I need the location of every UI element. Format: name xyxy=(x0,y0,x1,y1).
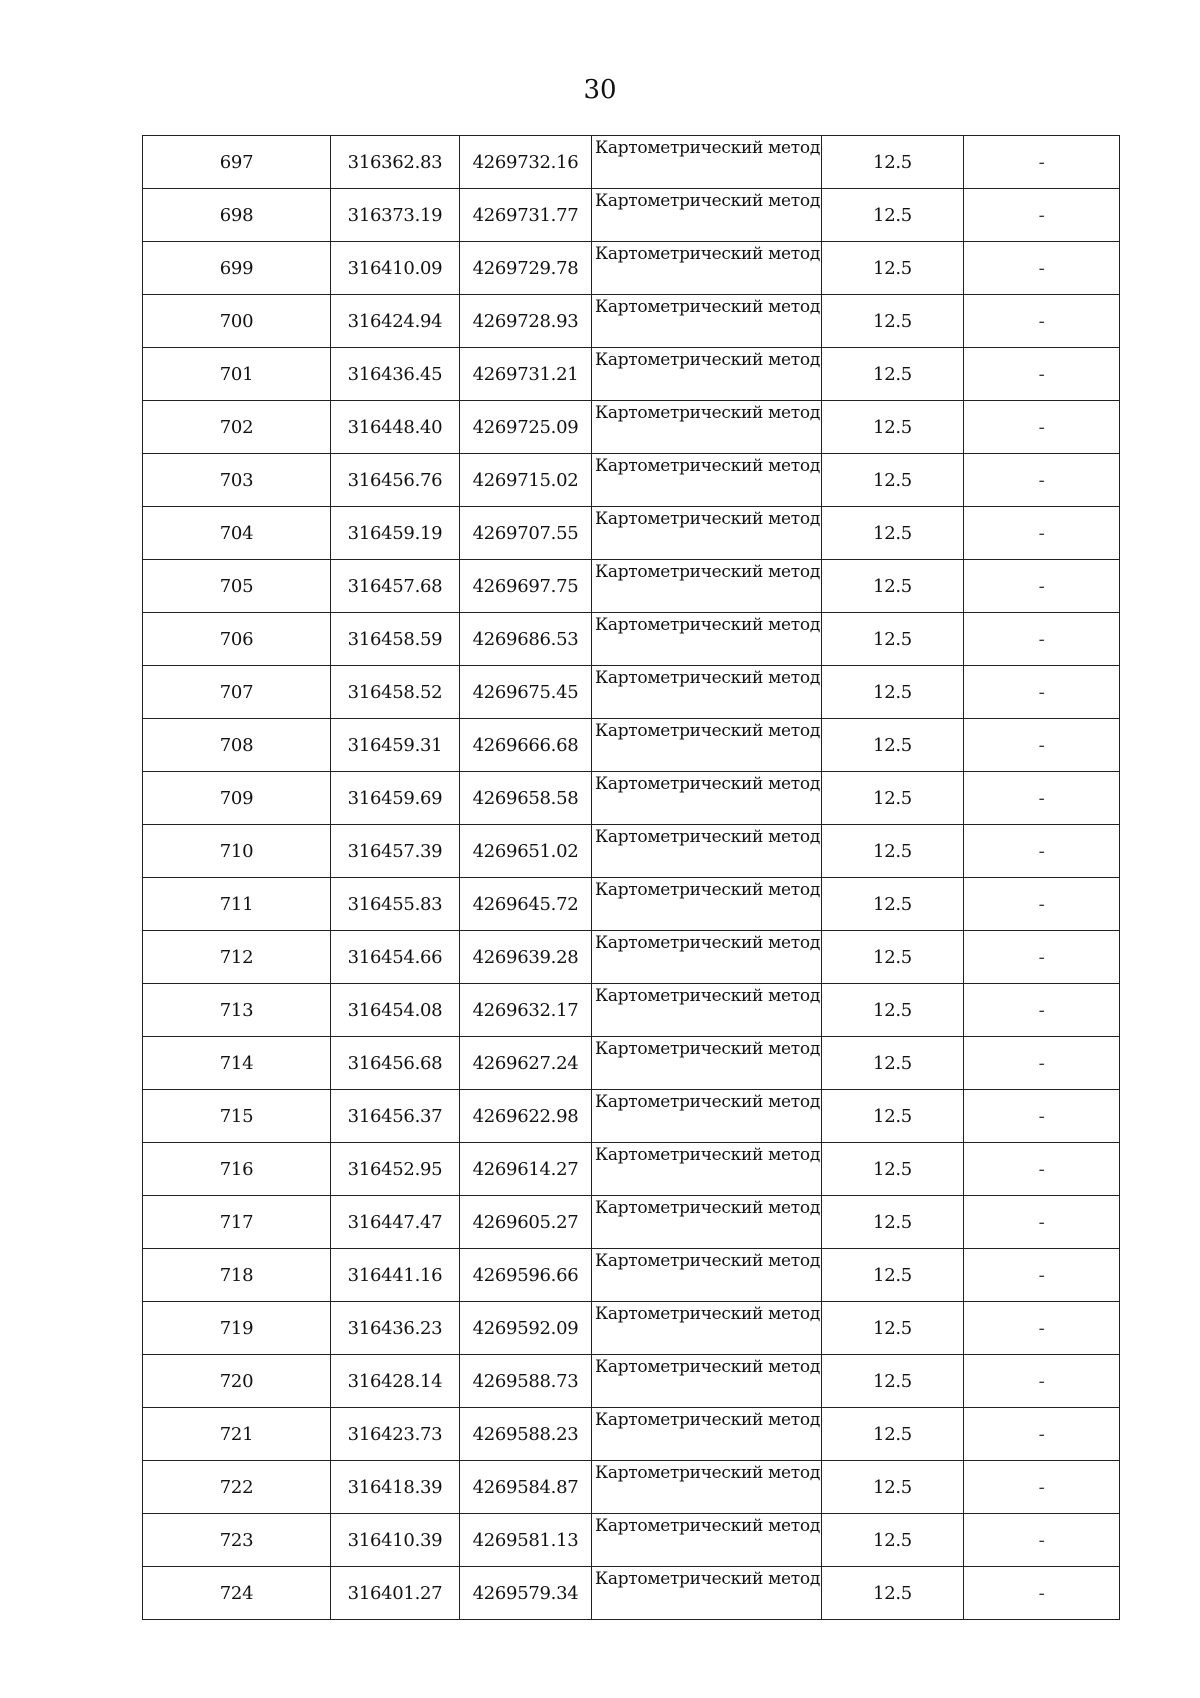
x-coordinate-cell: 316448.40 xyxy=(331,401,460,454)
y-coordinate-cell: 4269732.16 xyxy=(460,136,592,189)
accuracy-cell: 12.5 xyxy=(822,136,964,189)
note-cell: - xyxy=(964,560,1120,613)
point-number-cell: 700 xyxy=(143,295,331,348)
page-number: 30 xyxy=(583,75,617,105)
x-coordinate-cell: 316447.47 xyxy=(331,1196,460,1249)
x-coordinate-cell: 316373.19 xyxy=(331,189,460,242)
note-cell: - xyxy=(964,772,1120,825)
point-number-cell: 712 xyxy=(143,931,331,984)
table-row xyxy=(143,1408,1120,1461)
note-cell: - xyxy=(964,825,1120,878)
accuracy-cell: 12.5 xyxy=(822,1514,964,1567)
y-coordinate-cell: 4269731.77 xyxy=(460,189,592,242)
table-row xyxy=(143,507,1120,560)
note-cell: - xyxy=(964,613,1120,666)
y-coordinate-cell: 4269605.27 xyxy=(460,1196,592,1249)
note-cell: - xyxy=(964,1514,1120,1567)
x-coordinate-cell: 316428.14 xyxy=(331,1355,460,1408)
point-number-cell: 724 xyxy=(143,1567,331,1620)
note-cell: - xyxy=(964,878,1120,931)
note-cell: - xyxy=(964,136,1120,189)
y-coordinate-cell: 4269622.98 xyxy=(460,1090,592,1143)
note-cell: - xyxy=(964,348,1120,401)
x-coordinate-cell: 316456.68 xyxy=(331,1037,460,1090)
method-cell: Картометрический метод xyxy=(592,560,822,613)
point-number-cell: 703 xyxy=(143,454,331,507)
x-coordinate-cell: 316436.45 xyxy=(331,348,460,401)
accuracy-cell: 12.5 xyxy=(822,1567,964,1620)
accuracy-cell: 12.5 xyxy=(822,1037,964,1090)
y-coordinate-cell: 4269581.13 xyxy=(460,1514,592,1567)
note-cell: - xyxy=(964,401,1120,454)
accuracy-cell: 12.5 xyxy=(822,878,964,931)
x-coordinate-cell: 316452.95 xyxy=(331,1143,460,1196)
method-cell: Картометрический метод xyxy=(592,613,822,666)
note-cell: - xyxy=(964,1461,1120,1514)
note-cell: - xyxy=(964,719,1120,772)
y-coordinate-cell: 4269686.53 xyxy=(460,613,592,666)
table-row xyxy=(143,454,1120,507)
table-row xyxy=(143,666,1120,719)
accuracy-cell: 12.5 xyxy=(822,1090,964,1143)
y-coordinate-cell: 4269588.73 xyxy=(460,1355,592,1408)
x-coordinate-cell: 316458.52 xyxy=(331,666,460,719)
table-row xyxy=(143,1514,1120,1567)
accuracy-cell: 12.5 xyxy=(822,1355,964,1408)
x-coordinate-cell: 316457.68 xyxy=(331,560,460,613)
x-coordinate-cell: 316459.31 xyxy=(331,719,460,772)
note-cell: - xyxy=(964,1302,1120,1355)
method-cell: Картометрический метод xyxy=(592,878,822,931)
table-row xyxy=(143,825,1120,878)
accuracy-cell: 12.5 xyxy=(822,1302,964,1355)
y-coordinate-cell: 4269651.02 xyxy=(460,825,592,878)
method-cell: Картометрический метод xyxy=(592,1302,822,1355)
note-cell: - xyxy=(964,295,1120,348)
method-cell: Картометрический метод xyxy=(592,772,822,825)
table-row xyxy=(143,1143,1120,1196)
note-cell: - xyxy=(964,242,1120,295)
accuracy-cell: 12.5 xyxy=(822,1196,964,1249)
table-row xyxy=(143,613,1120,666)
x-coordinate-cell: 316436.23 xyxy=(331,1302,460,1355)
y-coordinate-cell: 4269715.02 xyxy=(460,454,592,507)
table-row xyxy=(143,931,1120,984)
point-number-cell: 697 xyxy=(143,136,331,189)
note-cell: - xyxy=(964,1196,1120,1249)
method-cell: Картометрический метод xyxy=(592,1355,822,1408)
x-coordinate-cell: 316459.69 xyxy=(331,772,460,825)
method-cell: Картометрический метод xyxy=(592,1143,822,1196)
accuracy-cell: 12.5 xyxy=(822,1249,964,1302)
accuracy-cell: 12.5 xyxy=(822,719,964,772)
accuracy-cell: 12.5 xyxy=(822,560,964,613)
method-cell: Картометрический метод xyxy=(592,931,822,984)
method-cell: Картометрический метод xyxy=(592,242,822,295)
accuracy-cell: 12.5 xyxy=(822,1143,964,1196)
accuracy-cell: 12.5 xyxy=(822,189,964,242)
table-row xyxy=(143,719,1120,772)
x-coordinate-cell: 316456.76 xyxy=(331,454,460,507)
x-coordinate-cell: 316458.59 xyxy=(331,613,460,666)
accuracy-cell: 12.5 xyxy=(822,772,964,825)
x-coordinate-cell: 316410.39 xyxy=(331,1514,460,1567)
table-row xyxy=(143,401,1120,454)
x-coordinate-cell: 316401.27 xyxy=(331,1567,460,1620)
accuracy-cell: 12.5 xyxy=(822,984,964,1037)
y-coordinate-cell: 4269584.87 xyxy=(460,1461,592,1514)
x-coordinate-cell: 316456.37 xyxy=(331,1090,460,1143)
method-cell: Картометрический метод xyxy=(592,1408,822,1461)
table-row xyxy=(143,1567,1120,1620)
y-coordinate-cell: 4269627.24 xyxy=(460,1037,592,1090)
method-cell: Картометрический метод xyxy=(592,825,822,878)
point-number-cell: 714 xyxy=(143,1037,331,1090)
note-cell: - xyxy=(964,1355,1120,1408)
y-coordinate-cell: 4269697.75 xyxy=(460,560,592,613)
point-number-cell: 721 xyxy=(143,1408,331,1461)
point-number-cell: 698 xyxy=(143,189,331,242)
y-coordinate-cell: 4269707.55 xyxy=(460,507,592,560)
table-row xyxy=(143,242,1120,295)
point-number-cell: 704 xyxy=(143,507,331,560)
point-number-cell: 723 xyxy=(143,1514,331,1567)
method-cell: Картометрический метод xyxy=(592,189,822,242)
table-row xyxy=(143,1090,1120,1143)
note-cell: - xyxy=(964,1090,1120,1143)
accuracy-cell: 12.5 xyxy=(822,666,964,719)
y-coordinate-cell: 4269675.45 xyxy=(460,666,592,719)
point-number-cell: 710 xyxy=(143,825,331,878)
table-row xyxy=(143,189,1120,242)
note-cell: - xyxy=(964,1567,1120,1620)
accuracy-cell: 12.5 xyxy=(822,1461,964,1514)
point-number-cell: 716 xyxy=(143,1143,331,1196)
point-number-cell: 709 xyxy=(143,772,331,825)
method-cell: Картометрический метод xyxy=(592,1461,822,1514)
x-coordinate-cell: 316455.83 xyxy=(331,878,460,931)
point-number-cell: 701 xyxy=(143,348,331,401)
coordinates-table xyxy=(142,135,1120,1620)
y-coordinate-cell: 4269666.68 xyxy=(460,719,592,772)
accuracy-cell: 12.5 xyxy=(822,242,964,295)
y-coordinate-cell: 4269632.17 xyxy=(460,984,592,1037)
note-cell: - xyxy=(964,1037,1120,1090)
x-coordinate-cell: 316459.19 xyxy=(331,507,460,560)
method-cell: Картометрический метод xyxy=(592,401,822,454)
method-cell: Картометрический метод xyxy=(592,984,822,1037)
accuracy-cell: 12.5 xyxy=(822,825,964,878)
note-cell: - xyxy=(964,1143,1120,1196)
note-cell: - xyxy=(964,984,1120,1037)
point-number-cell: 713 xyxy=(143,984,331,1037)
note-cell: - xyxy=(964,931,1120,984)
point-number-cell: 720 xyxy=(143,1355,331,1408)
method-cell: Картометрический метод xyxy=(592,1567,822,1620)
y-coordinate-cell: 4269645.72 xyxy=(460,878,592,931)
x-coordinate-cell: 316441.16 xyxy=(331,1249,460,1302)
y-coordinate-cell: 4269639.28 xyxy=(460,931,592,984)
method-cell: Картометрический метод xyxy=(592,1090,822,1143)
point-number-cell: 719 xyxy=(143,1302,331,1355)
table-row xyxy=(143,136,1120,189)
table-row xyxy=(143,772,1120,825)
table-row xyxy=(143,1461,1120,1514)
point-number-cell: 718 xyxy=(143,1249,331,1302)
y-coordinate-cell: 4269579.34 xyxy=(460,1567,592,1620)
table-body xyxy=(143,136,1120,1620)
method-cell: Картометрический метод xyxy=(592,454,822,507)
method-cell: Картометрический метод xyxy=(592,1196,822,1249)
y-coordinate-cell: 4269588.23 xyxy=(460,1408,592,1461)
method-cell: Картометрический метод xyxy=(592,348,822,401)
table-row xyxy=(143,1302,1120,1355)
note-cell: - xyxy=(964,1249,1120,1302)
x-coordinate-cell: 316457.39 xyxy=(331,825,460,878)
note-cell: - xyxy=(964,507,1120,560)
x-coordinate-cell: 316362.83 xyxy=(331,136,460,189)
point-number-cell: 717 xyxy=(143,1196,331,1249)
x-coordinate-cell: 316424.94 xyxy=(331,295,460,348)
y-coordinate-cell: 4269596.66 xyxy=(460,1249,592,1302)
point-number-cell: 708 xyxy=(143,719,331,772)
table-row xyxy=(143,1249,1120,1302)
method-cell: Картометрический метод xyxy=(592,507,822,560)
accuracy-cell: 12.5 xyxy=(822,401,964,454)
table-row xyxy=(143,878,1120,931)
method-cell: Картометрический метод xyxy=(592,666,822,719)
table-row xyxy=(143,1196,1120,1249)
x-coordinate-cell: 316423.73 xyxy=(331,1408,460,1461)
point-number-cell: 702 xyxy=(143,401,331,454)
accuracy-cell: 12.5 xyxy=(822,454,964,507)
method-cell: Картометрический метод xyxy=(592,136,822,189)
method-cell: Картометрический метод xyxy=(592,1514,822,1567)
method-cell: Картометрический метод xyxy=(592,1249,822,1302)
accuracy-cell: 12.5 xyxy=(822,348,964,401)
point-number-cell: 707 xyxy=(143,666,331,719)
table-row xyxy=(143,1037,1120,1090)
point-number-cell: 699 xyxy=(143,242,331,295)
x-coordinate-cell: 316454.66 xyxy=(331,931,460,984)
y-coordinate-cell: 4269731.21 xyxy=(460,348,592,401)
point-number-cell: 711 xyxy=(143,878,331,931)
y-coordinate-cell: 4269725.09 xyxy=(460,401,592,454)
accuracy-cell: 12.5 xyxy=(822,1408,964,1461)
note-cell: - xyxy=(964,189,1120,242)
note-cell: - xyxy=(964,666,1120,719)
x-coordinate-cell: 316410.09 xyxy=(331,242,460,295)
point-number-cell: 722 xyxy=(143,1461,331,1514)
point-number-cell: 706 xyxy=(143,613,331,666)
point-number-cell: 705 xyxy=(143,560,331,613)
y-coordinate-cell: 4269729.78 xyxy=(460,242,592,295)
method-cell: Картометрический метод xyxy=(592,719,822,772)
table-row xyxy=(143,1355,1120,1408)
table-row xyxy=(143,348,1120,401)
accuracy-cell: 12.5 xyxy=(822,507,964,560)
y-coordinate-cell: 4269614.27 xyxy=(460,1143,592,1196)
method-cell: Картометрический метод xyxy=(592,295,822,348)
x-coordinate-cell: 316454.08 xyxy=(331,984,460,1037)
table-row xyxy=(143,295,1120,348)
accuracy-cell: 12.5 xyxy=(822,613,964,666)
accuracy-cell: 12.5 xyxy=(822,295,964,348)
y-coordinate-cell: 4269658.58 xyxy=(460,772,592,825)
accuracy-cell: 12.5 xyxy=(822,931,964,984)
table-row xyxy=(143,560,1120,613)
table-row xyxy=(143,984,1120,1037)
point-number-cell: 715 xyxy=(143,1090,331,1143)
method-cell: Картометрический метод xyxy=(592,1037,822,1090)
y-coordinate-cell: 4269592.09 xyxy=(460,1302,592,1355)
x-coordinate-cell: 316418.39 xyxy=(331,1461,460,1514)
y-coordinate-cell: 4269728.93 xyxy=(460,295,592,348)
note-cell: - xyxy=(964,1408,1120,1461)
note-cell: - xyxy=(964,454,1120,507)
